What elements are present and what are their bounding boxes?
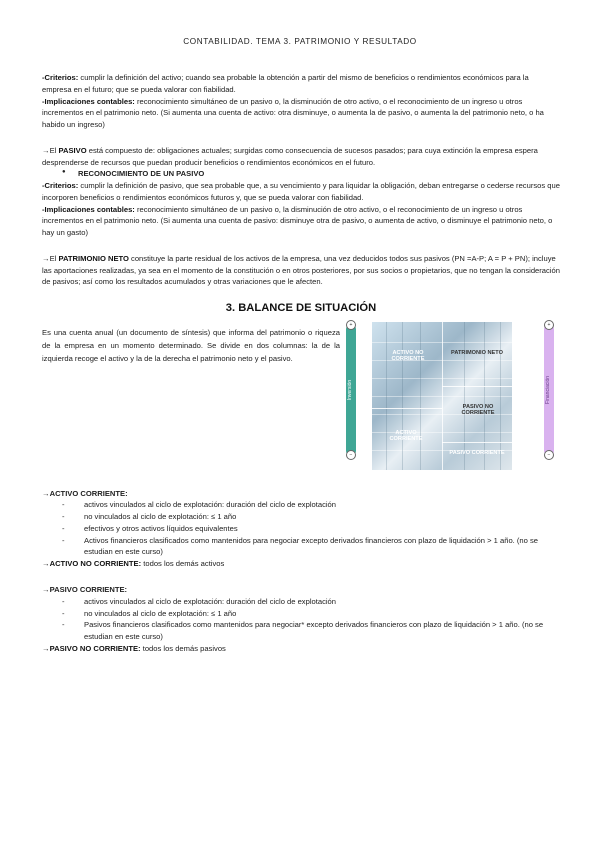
reconocimiento-pasivo-heading: ● RECONOCIMIENTO DE UN PASIVO: [42, 168, 560, 180]
financiacion-label: Financiación: [545, 375, 552, 404]
activo-implicaciones-label: -Implicaciones contables:: [42, 96, 135, 106]
list-item: - no vinculados al ciclo de explotación: ≤ 1 año: [42, 511, 560, 523]
activo-corriente-list: [42, 499, 560, 558]
activo-no-corriente-cell: ACTIVO NO CORRIENTE: [391, 349, 425, 363]
activo-corriente-heading: →ACTIVO CORRIENTE:: [42, 488, 128, 498]
list-item: - activos vinculados al ciclo de explotación: duración del ciclo de explotación: [42, 596, 560, 608]
activo-no-corriente-text: todos los demás activos: [141, 559, 225, 569]
pasivo-arrow: →El: [42, 145, 59, 155]
activo-criterios-text: cumplir la definición del activo; cuando sea probable la obtención a partir del mismo de beneficios o rendimientos económicos para la empresa en el futuro; que se pueda valorar con fiabilidad.: [42, 73, 529, 94]
pasivo-corriente-list: [42, 596, 560, 643]
patrimonio-neto-definition: [42, 253, 560, 288]
list-item: - activos vinculados al ciclo de explotación: duración del ciclo de explotación: [42, 499, 560, 511]
inversion-label: Inversión: [347, 379, 354, 400]
inversion-bar: [346, 321, 356, 458]
pasivo-text: está compuesto de: obligaciones actuales; surgidas como consecuencia de sucesos pasados; para cuya extinción la empresa espera desprenderse de recursos que puedan producir beneficios o rendimientos económicos en el futuro.: [42, 145, 538, 167]
activo-implicaciones-text: reconocimiento simultáneo de un pasivo o, la disminución de otro activo, o el reconocimiento de un ingreso u otros incrementos en el patrimonio neto. (Si aumenta una cuenta de activo: otra disminuye, o aumenta la de pasivo, o aumenta la del patrimonio neto, o ha habido un ingreso): [42, 96, 544, 130]
pasivo-no-corriente-line: [42, 643, 560, 655]
pasivo-implicaciones-label: -Implicaciones contables:: [42, 204, 135, 214]
list-item: - efectivos y otros activos líquidos equivalentes: [42, 523, 560, 535]
page-header: CONTABILIDAD. TEMA 3. PATRIMONIO Y RESULTADO: [183, 37, 417, 46]
balance-diagram: [346, 322, 554, 482]
pasivo-implicaciones: [42, 204, 560, 239]
plus-icon: +: [544, 320, 554, 330]
patrimonio-label: PATRIMONIO NETO: [58, 253, 129, 263]
pasivo-definition: [42, 145, 560, 169]
building-photo: [372, 322, 512, 470]
section-title-balance: 3. BALANCE DE SITUACIÓN: [225, 302, 377, 315]
list-item: - Activos financieros clasificados como mantenidos para negociar excepto derivados financieros con plazo de liquidación > 1 año. (no se estudian en este curso): [42, 535, 560, 559]
balance-description: Es una cuenta anual (un documento de síntesis) que informa del patrimonio o riqueza de la empresa en un momento determinado. Se divide en dos columnas: la de la izquierda recoge el activo y la de la derecha el patrimonio neto y el pasivo.: [42, 327, 340, 364]
pasivo-criterios-label: -Criterios:: [42, 181, 79, 191]
balance-row: [42, 321, 560, 482]
activo-no-corriente-label: →ACTIVO NO CORRIENTE:: [42, 559, 142, 569]
pasivo-no-corriente-text: todos los demás pasivos: [140, 643, 226, 653]
minus-icon: −: [346, 450, 356, 460]
pasivo-corriente-heading: →PASIVO CORRIENTE:: [42, 584, 128, 594]
list-item: - Pasivos financieros clasificados como mantenidos para negociar* excepto derivados financieros con plazo de liquidación > 1 año. (no se estudian en este curso): [42, 619, 560, 643]
activo-no-corriente-line: [42, 558, 560, 570]
activo-criterios-label: -Criterios:: [42, 73, 79, 82]
list-item: - no vinculados al ciclo de explotación: ≤ 1 año: [42, 608, 560, 620]
pasivo-criterios: [42, 180, 560, 204]
patrimonio-arrow: →El: [42, 253, 59, 263]
activo-implicaciones: [42, 96, 560, 131]
activo-corriente-cell: ACTIVO CORRIENTE: [389, 429, 423, 443]
financiacion-bar: [544, 321, 554, 458]
pasivo-criterios-text: cumplir la definición de pasivo, que sea probable que, a su vencimiento y para liquidar la obligación, deban entregarse o cederse recursos que incorporen beneficios o rendimientos económicos futuros y, que se pueda valorar con fiabilidad.: [42, 181, 560, 202]
activo-criterios: [42, 72, 560, 96]
patrimonio-neto-cell: PATRIMONIO NETO: [451, 349, 503, 356]
patrimonio-text: constituye la parte residual de los activos de la empresa, una vez deducidos todos sus pasivos (PN =A-P; A = P + PN); incluye las aportaciones realizadas, ya sea en el momento de la constitución o en otros posteriores, por sus socios o propietarios, que no tengan la consideración de pasivos; así como los resultados acumulados y otras variaciones que le afecten.: [42, 253, 560, 287]
document-body: [42, 72, 560, 655]
pasivo-corriente-cell: PASIVO CORRIENTE: [449, 449, 505, 456]
pasivo-implicaciones-text: reconocimiento simultáneo de un pasivo o, la disminución de otro activo, o el reconocimiento de un ingreso u otros incrementos en el patrimonio neto. (Si aumenta una cuenta de pasivo: disminuye otra de pasivo, o aumenta de activo, o disminuye el patrimonio neto, o hay un gasto): [42, 204, 553, 238]
minus-icon: −: [544, 450, 554, 460]
plus-icon: +: [346, 320, 356, 330]
pasivo-no-corriente-label: →PASIVO NO CORRIENTE:: [42, 643, 141, 653]
pasivo-no-corriente-cell: PASIVO NO CORRIENTE: [461, 403, 495, 417]
pasivo-label: PASIVO: [58, 145, 87, 155]
